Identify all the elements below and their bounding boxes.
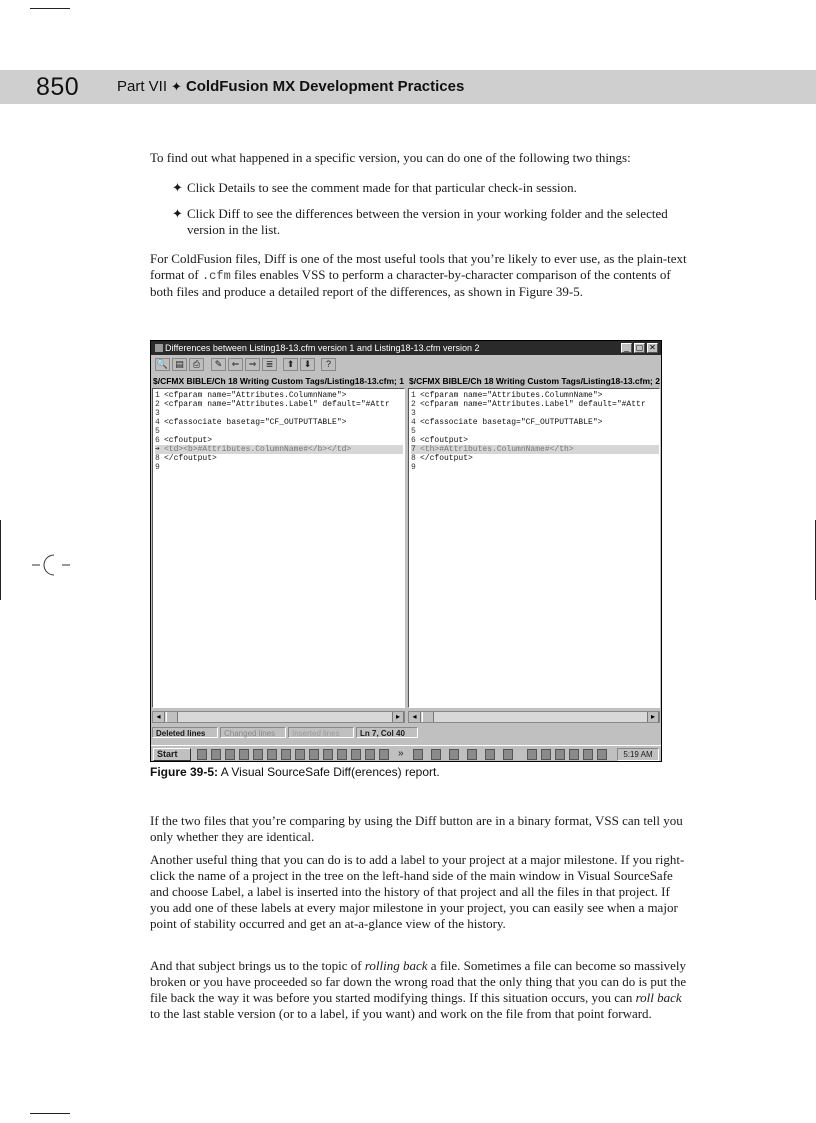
- line-number: 6: [411, 436, 416, 445]
- task-button-icon[interactable]: [467, 749, 477, 760]
- line-number: 7: [411, 445, 416, 454]
- part-label: Part VII: [117, 78, 168, 95]
- status-deleted-lines: Deleted lines: [152, 727, 218, 738]
- start-button[interactable]: Start: [153, 748, 191, 761]
- tray-icon[interactable]: [527, 749, 537, 760]
- quicklaunch-icon[interactable]: [253, 749, 263, 760]
- status-inserted-lines: Inserted lines: [288, 727, 354, 738]
- quicklaunch-icon[interactable]: [267, 749, 277, 760]
- code-line: [411, 391, 602, 400]
- scroll-thumb[interactable]: [166, 712, 178, 722]
- quicklaunch-icon[interactable]: [365, 749, 375, 760]
- diamond-bullet-icon: ✦: [172, 180, 183, 195]
- code-line: [411, 445, 659, 454]
- rolling-back-term: rolling back: [364, 958, 428, 973]
- cfm-code: .cfm: [201, 269, 231, 283]
- code-line: [155, 418, 346, 427]
- bullet-text: Click Diff to see the differences between the version in your working folder and the selected version in the list.: [187, 206, 668, 237]
- figure-label: Figure 39-5:: [150, 765, 219, 779]
- right-hscrollbar[interactable]: [408, 711, 660, 723]
- window-title: Differences between Listing18-13.cfm version 1 and Listing18-13.cfm version 2: [165, 343, 480, 353]
- rollback-text-1: And that subject brings us to the topic of: [150, 958, 365, 973]
- crop-mark-top: [30, 8, 70, 9]
- code-line: [411, 418, 602, 427]
- quicklaunch-icon[interactable]: [225, 749, 235, 760]
- line-number: 4: [411, 418, 416, 427]
- code-text: </cfoutput>: [420, 454, 473, 463]
- task-button-icon[interactable]: [503, 749, 513, 760]
- quicklaunch-icon[interactable]: [281, 749, 291, 760]
- line-number: 5: [411, 427, 416, 436]
- minimize-button[interactable]: _: [621, 343, 632, 353]
- scroll-left-button[interactable]: ◂: [153, 712, 165, 722]
- code-text: <cfparam name="Attributes.ColumnName">: [420, 391, 603, 400]
- code-text: <cfparam name="Attributes.Label" default="#Attr: [164, 400, 390, 409]
- close-button[interactable]: ✕: [647, 343, 658, 353]
- rollback-text-2: a file. Sometimes a file can become so massively broken or you have proceeded so far down the wrong road that the only thing that you can do is put the file back the way it was before you started modifying things. If this situation occurs, you can: [150, 958, 687, 1005]
- tray-icon[interactable]: [541, 749, 551, 760]
- line-number: 8: [411, 454, 416, 463]
- roll-back-term: roll back: [635, 990, 682, 1005]
- code-line: [411, 454, 473, 463]
- tray-icon[interactable]: [569, 749, 579, 760]
- line-number: 2: [155, 400, 160, 409]
- taskbar-clock: 5:19 AM: [617, 748, 659, 761]
- code-text: <cfassociate basetag="CF_OUTPUTTABLE">: [420, 418, 603, 427]
- quicklaunch-icon[interactable]: [323, 749, 333, 760]
- task-button-icon[interactable]: [485, 749, 495, 760]
- code-text: <cfoutput>: [164, 436, 213, 445]
- line-number: 3: [411, 409, 416, 418]
- up-icon[interactable]: ⬆: [283, 358, 298, 371]
- window-titlebar: [151, 341, 661, 355]
- line-number: ➔: [155, 445, 160, 454]
- line-number: 3: [155, 409, 160, 418]
- code-text: <cfparam name="Attributes.Label" default="#Attr: [420, 400, 646, 409]
- left-diff-pane[interactable]: [152, 388, 405, 708]
- tray-icon[interactable]: [555, 749, 565, 760]
- bullet-details: [172, 180, 692, 196]
- task-button-icon[interactable]: [431, 749, 441, 760]
- quicklaunch-icon[interactable]: [309, 749, 319, 760]
- status-bar: [151, 726, 661, 739]
- chapter-title: ColdFusion MX Development Practices: [185, 78, 465, 95]
- options-icon[interactable]: ≣: [262, 358, 277, 371]
- diff-paragraph: [150, 251, 690, 300]
- page-number: 850: [36, 73, 80, 101]
- quicklaunch-icon[interactable]: [211, 749, 221, 760]
- line-number: 1: [155, 391, 160, 400]
- quicklaunch-icon[interactable]: [295, 749, 305, 760]
- quicklaunch-icon[interactable]: [239, 749, 249, 760]
- scroll-left-button[interactable]: ◂: [409, 712, 421, 722]
- line-number: 1: [411, 391, 416, 400]
- right-pane-header: $/CFMX BIBLE/Ch 18 Writing Custom Tags/Listing18-13.cfm; 2: [409, 376, 660, 386]
- prev-diff-icon[interactable]: ⇐: [228, 358, 243, 371]
- edit-icon[interactable]: ✎: [211, 358, 226, 371]
- toolbar: [151, 356, 661, 373]
- code-line: [155, 427, 164, 436]
- line-number: 5: [155, 427, 160, 436]
- find-next-icon[interactable]: ▤: [172, 358, 187, 371]
- binary-paragraph: If the two files that you’re comparing by using the Diff button are in a binary format, VSS can tell you only whether they are identical.: [150, 813, 683, 844]
- label-paragraph: Another useful thing that you can do is to add a label to your project at a major milestone. If you right-click the name of a project in the tree on the left-hand side of the main window in Visual SourceSafe and choose Label, a label is inserted into the history of that project and all the files in that project. If you add one of these labels at every major milestone in your project, you can easily see when a major point of stability occurred and get an at-a-glance view of the history.: [150, 852, 685, 931]
- code-line: [155, 454, 217, 463]
- window-icon: [155, 344, 163, 352]
- diamond-bullet-icon: ✦: [172, 206, 183, 221]
- line-number: 4: [155, 418, 160, 427]
- print-icon[interactable]: ⎙: [189, 358, 204, 371]
- crop-mark-bottom: [30, 1113, 70, 1114]
- taskbar-overflow-icon[interactable]: »: [398, 748, 404, 759]
- crop-mark-left: [0, 520, 1, 600]
- task-button-icon[interactable]: [449, 749, 459, 760]
- line-number: 9: [411, 463, 416, 472]
- code-line: [155, 463, 164, 472]
- bullet-diff: [172, 206, 692, 238]
- scroll-thumb[interactable]: [422, 712, 434, 722]
- intro-paragraph: To find out what happened in a specific version, you can do one of the following two things:: [150, 150, 631, 165]
- left-pane-header: $/CFMX BIBLE/Ch 18 Writing Custom Tags/Listing18-13.cfm; 1: [153, 376, 404, 386]
- rollback-text-3: to the last stable version (or to a label, if you want) and work on the file from that point forward.: [150, 1006, 652, 1021]
- figure-caption-text: A Visual SourceSafe Diff(erences) report.: [218, 765, 440, 779]
- code-line: [411, 427, 420, 436]
- code-text: </cfoutput>: [164, 454, 217, 463]
- quicklaunch-icon[interactable]: [337, 749, 347, 760]
- code-line: [155, 436, 212, 445]
- quicklaunch-icon[interactable]: [197, 749, 207, 760]
- bullet-text: Click Details to see the comment made for that particular check-in session.: [187, 180, 577, 195]
- code-line: [411, 409, 420, 418]
- quicklaunch-icon[interactable]: [351, 749, 361, 760]
- tray-icon[interactable]: [597, 749, 607, 760]
- diff-text-before: For ColdFusion files, Diff is one of the most useful tools that you’re likely to ever use, as the plain-text format of: [150, 251, 687, 282]
- code-line: [155, 409, 164, 418]
- code-line: [411, 400, 646, 409]
- task-button-icon[interactable]: [413, 749, 423, 760]
- code-line: [155, 400, 390, 409]
- tray-icon[interactable]: [583, 749, 593, 760]
- code-text: <td><b>#Attributes.ColumnName#</b></td>: [164, 445, 352, 454]
- down-icon[interactable]: ⬇: [300, 358, 315, 371]
- line-number: 6: [155, 436, 160, 445]
- registration-mark-icon: [10, 545, 70, 585]
- code-text: <th>#Attributes.ColumnName#</th>: [420, 445, 574, 454]
- scroll-right-button[interactable]: ▸: [647, 712, 659, 722]
- next-diff-icon[interactable]: ⇒: [245, 358, 260, 371]
- line-number: 8: [155, 454, 160, 463]
- status-position: Ln 7, Col 40: [356, 727, 418, 738]
- code-text: <cfoutput>: [420, 436, 469, 445]
- code-line: [155, 391, 346, 400]
- rollback-paragraph: [150, 958, 690, 1022]
- right-diff-pane[interactable]: [408, 388, 660, 708]
- part-title: [117, 78, 464, 95]
- diff-text-after: files enables VSS to perform a character-by-character comparison of the contents of both files and produce a detailed report of the differences, as shown in Figure 39-5.: [150, 267, 671, 299]
- scroll-right-button[interactable]: ▸: [392, 712, 404, 722]
- maximize-button[interactable]: ▢: [635, 343, 644, 352]
- code-text: <cfparam name="Attributes.ColumnName">: [164, 391, 347, 400]
- left-hscrollbar[interactable]: [152, 711, 405, 723]
- line-number: 9: [155, 463, 160, 472]
- code-line: [411, 463, 420, 472]
- windows-taskbar: [151, 745, 661, 762]
- code-line: [411, 436, 468, 445]
- line-number: 2: [411, 400, 416, 409]
- code-text: <cfassociate basetag="CF_OUTPUTTABLE">: [164, 418, 347, 427]
- help-icon[interactable]: ?: [321, 358, 336, 371]
- code-line: [155, 445, 403, 454]
- binoculars-icon[interactable]: 🔍: [156, 359, 169, 369]
- status-changed-lines: Changed lines: [220, 727, 286, 738]
- diamond-icon: ✦: [171, 79, 182, 94]
- quicklaunch-icon[interactable]: [379, 749, 389, 760]
- figure-caption: [150, 765, 440, 779]
- vss-diff-screenshot: [150, 340, 662, 762]
